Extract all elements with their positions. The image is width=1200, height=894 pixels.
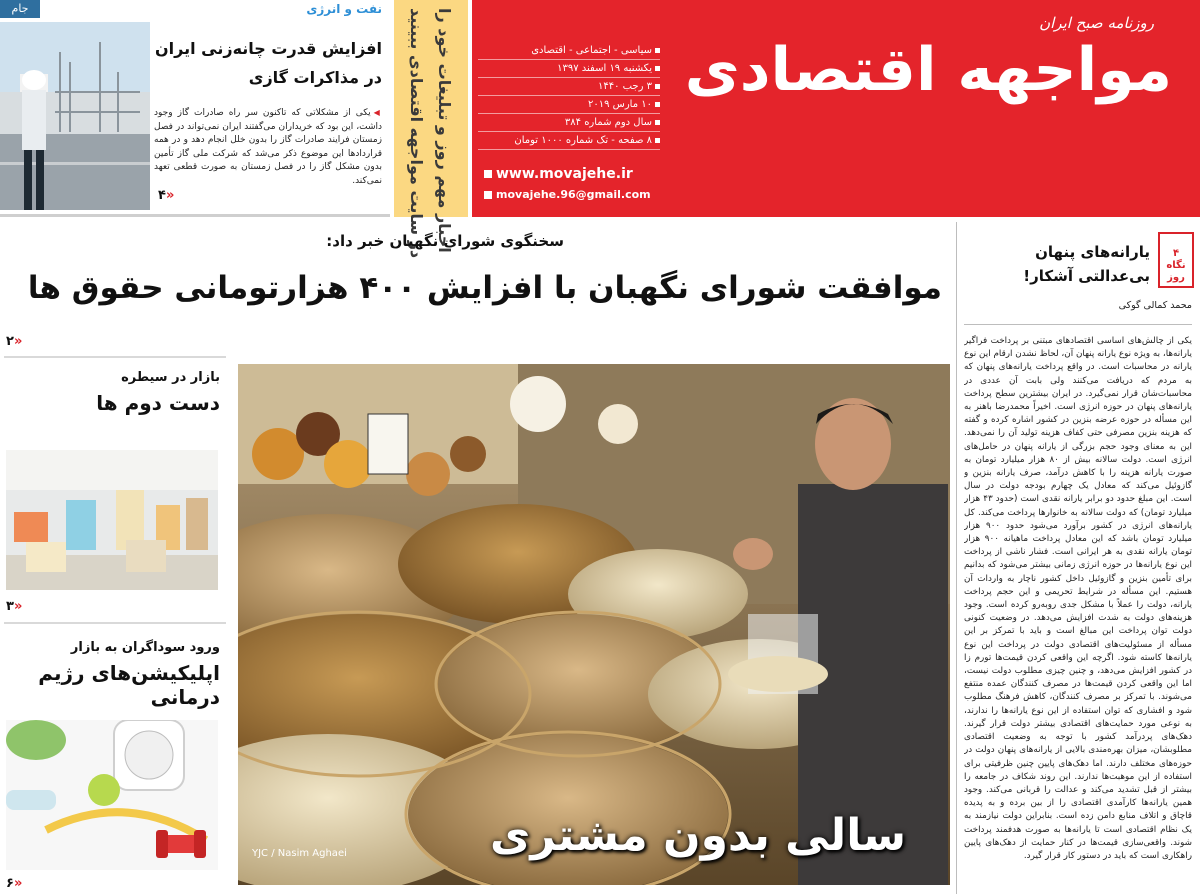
ad-banner-line-1: اخبار مهم روز و تبلیغات خود را xyxy=(435,8,454,253)
main-headline[interactable]: موافقت شورای نگهبان با افزایش ۴۰۰ هزارتومانی حقوق ها xyxy=(27,270,942,306)
masthead xyxy=(472,0,1200,217)
story-diet-apps[interactable] xyxy=(0,640,232,709)
page-reference[interactable] xyxy=(158,188,174,203)
issue-info-line: سال دوم شماره ۳۸۴ xyxy=(478,114,660,132)
diet-illustration xyxy=(6,720,218,870)
page-reference[interactable] xyxy=(6,876,22,891)
issue-info-line: سیاسی - اجتماعی - اقتصادی xyxy=(478,42,660,60)
issue-info-line: ۳ رجب ۱۴۴۰ xyxy=(478,78,660,96)
publication-logo: جام xyxy=(0,0,40,18)
photo-credit: YJC / Nasim Aghaei xyxy=(252,848,347,859)
section-label: نفت و انرژی xyxy=(306,2,382,16)
main-photo-nuts-market xyxy=(238,364,950,885)
issue-info-line: یکشنبه ۱۹ اسفند ۱۳۹۷ xyxy=(478,60,660,78)
page-number: ۳ xyxy=(6,599,14,614)
double-chevron-icon: « xyxy=(165,188,175,203)
double-chevron-icon: « xyxy=(13,599,23,614)
furniture-photo xyxy=(6,450,218,590)
refinery-photo xyxy=(0,22,150,210)
story-subtitle: ورود سوداگران به بازار xyxy=(70,640,220,655)
masthead-tagline: روزنامه صبح ایران xyxy=(1039,14,1154,32)
website-link[interactable] xyxy=(484,166,633,182)
issue-info-line: ۸ صفحه - تک شماره ۱۰۰۰ تومان xyxy=(478,132,660,150)
teaser-energy[interactable] xyxy=(0,0,390,217)
headline-kicker: سخنگوی شورای نگهبان خبر داد: xyxy=(326,232,564,250)
bullet-icon xyxy=(484,170,492,178)
ad-banner-line-2: در سایت مواجهه اقتصادی ببینید xyxy=(407,8,426,259)
diet-photo xyxy=(6,720,218,870)
photo-caption: سالی بدون مشتری xyxy=(490,810,906,861)
editorial-body: یکی از چالش‌های اساسی اقتصادهای مبتنی بر پرداخت فراگیر یارانه‌ها، به ویژه نوع یارانه پنهان آن، لحاظ نشدن ارقام این نوع یارانه در محاسبات است. در واقع پرداخت یارانه‌های پنهان که به مردم که دریافت می‌کنند ولی بابت آن عددی در محاسبات‌شان قرار نمی‌گیرد. در ایران بیشترین سطح پرداخت یارانه‌های پنهان در حوزه انرژی است. اخیراً محمدرضا باهنر به این مسأله در حوزه عرضه بنزین در کشور اشاره کرده و گفته که هزینه بنزین مصرفی حتی کفاف هزینه تولید آن را نمی‌دهد. این به معنای وجود حجم بزرگی از یارانه پنهان در حامل‌های انرژی است. دولت سالانه بیش از ۸۰ هزار میلیارد تومان به صورت یارانه هزینه را با کاهش درآمد، صرف یارانه بنزین و گازوئیل می‌کند که معادل یک چهارم بودجه دولت در سال است. این مبلغ حدود دو برابر یارانه نقدی است (حدود ۴۳ هزار میلیارد تومان) که دولت سالانه به خانوارها پرداخت می‌کند. کل یارانه‌های انرژی در کشور برآورد می‌شود حدود ۹۰۰ هزار میلیارد تومان باشد که این معادل پرداخت ماهیانه ۹۰۰ هزار تومان یارانه نقدی به هر ایرانی است. فشار ناشی از پرداخت این نوع یارانه‌ها در حوزه انرژی زمانی بیشتر می‌شود که بدانیم برای تأمین بنزین و گازوئیل داخل کشور ناچار به واردات آن هستیم. این مسأله در شرایط تحریمی و این حجم پرداخت یارانه، دولت را عملاً با مشکل جدی روبه‌رو کرده است. وجود هزینه‌های دولت به شدت افزایش می‌دهد. در وضعیت کنونی دولت توان پرداخت این مبالغ است و باید با تمرکز بر این مسأله از مسئولیت‌های اقتصادی دولت در پرداخت این نوع یارانه‌ها کاسته شود. اگرچه این واقعی کردن قیمت‌ها تورم زا در کشور افزایش می‌دهد، و چنین چیزی مطلوب دولت نیست، اما این واقعی کردن قیمت‌ها در مصرف کنندگان عمده منتفع می‌شوند. با تمرکز بر مصرف کنندگان، کاهش فرهنگ مطلوب شود و افشاری که توان استفاده از این نوع یارانه‌ها را ندارند، به نوعی مورد حمایت‌های اقتصادی بیشتر دولت قرار گیرند. دهک‌های پردرآمد کشور با توجه به وضعیت اقتصادی مطلوبشان، میزان بهره‌مندی بالایی از یارانه‌های پنهان دولت در حوزه‌های مختلف دارند. اما دهک‌های پایین چنین ظرفیتی برای استفاده از این موهبت‌ها ندارند. این روند شکاف در جامعه را بیشتر از قبل تشدید می‌کند و عدالت را قربانی می‌کند. وجود همین یارانه‌ها کارآمدی اقتصادی را از بین برده و به پدیده قاچاق و اتلاف منابع دامن زده است. بنابراین دولت نیازمند به یک نظام اقتصادی است تا یارانه‌ها به صورت هدفمند پرداخت شوند. واقعی‌سازی قیمت‌ها در کنار حمایت از دهک‌های پایین راهکاری است که باید در دستور کار قرار گیرد. xyxy=(964,324,1192,863)
bullet-icon xyxy=(484,191,492,199)
page-number: ۲ xyxy=(6,334,14,349)
editorial-author: محمد کمالی گوکی xyxy=(1118,300,1192,311)
story-title[interactable]: دست دوم ها xyxy=(96,391,220,415)
divider xyxy=(4,356,226,358)
divider xyxy=(4,622,226,624)
issue-info xyxy=(478,42,660,150)
page-reference[interactable] xyxy=(6,334,22,349)
refinery-illustration xyxy=(0,22,150,210)
nut-market-illustration xyxy=(238,364,950,885)
teaser-title[interactable]: افزایش قدرت چانه‌زنی ایران در مذاکرات گازی xyxy=(155,39,382,87)
email-link[interactable] xyxy=(484,188,651,201)
furniture-illustration xyxy=(6,450,218,590)
page-reference[interactable] xyxy=(6,599,22,614)
ad-banner xyxy=(394,0,468,259)
website-url: www.movajehe.ir xyxy=(496,166,633,182)
issue-info-line: ۱۰ مارس ۲۰۱۹ xyxy=(478,96,660,114)
column-badge xyxy=(1158,232,1194,288)
email-address: movajehe.96@gmail.com xyxy=(496,188,651,201)
left-column xyxy=(0,356,232,894)
teaser-body: ◀ یکی از مشکلاتی که تاکنون سر راه صادرات گاز وجود داشت، این بود که خریداران می‌گفتند ایران نمی‌تواند در فصل زمستان فرایند صادرات گاز را بدون خلل انجام دهد و در همه قراردادها این موضوع ذکر می‌شد که شرکت ملی گاز تأمین بدون مشکل گاز را در فصل زمستان به صورت قطعی تعهد نمی‌کند. xyxy=(154,106,382,188)
story-title[interactable]: اپلیکیشن‌های رژیم درمانی xyxy=(38,661,220,709)
newspaper-name: مواجهه اقتصادی xyxy=(684,35,1172,105)
badge-label: نگاه روز xyxy=(1166,260,1186,283)
badge-number: ۴ xyxy=(1172,248,1180,259)
page-number: ۶ xyxy=(6,876,14,891)
double-chevron-icon: « xyxy=(13,334,23,349)
editorial-title[interactable]: یارانه‌های پنهان بی‌عدالتی آشکار! xyxy=(1023,243,1150,285)
story-subtitle: بازار در سیطره xyxy=(121,370,220,385)
story-second-hand-market[interactable] xyxy=(0,370,232,415)
double-chevron-icon: « xyxy=(13,876,23,891)
right-column-editorial xyxy=(956,222,1200,894)
page-number: ۴ xyxy=(158,188,166,203)
